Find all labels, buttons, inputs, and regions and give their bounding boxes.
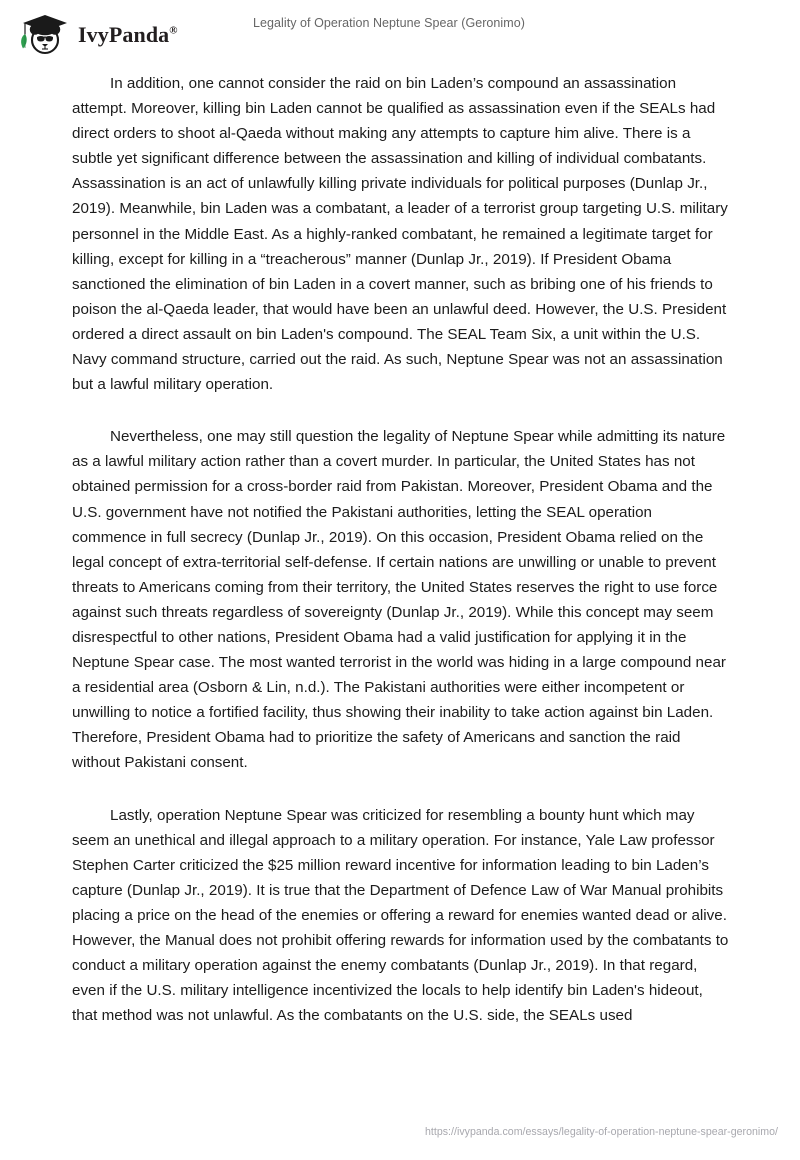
page-header xyxy=(0,0,800,62)
source-url-link[interactable]: https://ivypanda.com/essays/legality-of-operation-neptune-spear-geronimo/ xyxy=(424,1126,778,1138)
body-paragraph: Nevertheless, one may still question the legality of Neptune Spear while admitting its nature as a lawful military action rather than a covert murder. In particular, the United States has not obtained permission for a cross-border raid from Pakistan. Moreover, President Obama and the U.S. government have not notified the Pakistani authorities, letting the SEAL operation commence in full secrecy (Dunlap Jr., 2019). On this occasion, President Obama relied on the legal concept of extra-territorial self-defense. If certain nations are unwilling or unable to prevent threats to Americans coming from their territory, the United States reserves the right to use force against such threats regardless of sovereignty (Dunlap Jr., 2019). While this concept may seem disrespectful to other nations, President Obama had a valid justification for applying it in the Neptune Spear case. The most wanted terrorist in the world was hiding in a large compound near a residential area (Osborn & Lin, n.d.). The Pakistani authorities were either incompetent or unwilling to notice a fortified facility, thus showing their inability to take action against bin Laden. Therefore, President Obama had to prioritize the safety of Americans and sanction the raid without Pakistani consent. xyxy=(72,428,726,772)
document-body xyxy=(72,71,730,1028)
registered-trademark-icon: ® xyxy=(169,24,178,37)
page-title: Legality of Operation Neptune Spear (Geronimo) xyxy=(253,16,525,30)
body-paragraph: Lastly, operation Neptune Spear was criticized for resembling a bounty hunt which may seem an unethical and illegal approach to a military operation. For instance, Yale Law professor Stephen Carter criticized the $25 million reward incentive for information leading to bin Laden’s capture (Dunlap Jr., 2019). It is true that the Department of Defence Law of War Manual prohibits placing a price on the head of the enemies or offering a reward for enemies wanted dead or alive. However, the Manual does not prohibit offering rewards for information used by the combatants to conduct a military operation against the enemy combatants (Dunlap Jr., 2019). In that regard, even if the U.S. military intelligence incentivized the locals to help identify bin Laden's hideout, that method was not unlawful. As the combatants on the U.S. side, the SEALs used xyxy=(72,806,729,1025)
body-paragraph: In addition, one cannot consider the raid on bin Laden’s compound an assassination attempt. Moreover, killing bin Laden cannot be qualified as assassination even if the SEALs had direct orders to shoot al-Qaeda without making any attempts to capture him alive. There is a subtle yet significant difference between the assassination and killing of individual combatants. Assassination is an act of unlawfully killing private individuals for political purposes (Dunlap Jr., 2019). Meanwhile, bin Laden was a combatant, a leader of a terrorist group targeting U.S. military personnel in the Middle East. As a highly-ranked combatant, he remained a legitimate target for killing, except for killing in a “treacherous” manner (Dunlap Jr., 2019). If President Obama sanctioned the elimination of bin Laden in a covert manner, such as bribing one of his friends to poison the al-Qaeda leader, that would have been an unlawful deed. However, the U.S. President ordered a direct assault on bin Laden's compound. The SEAL Team Six, a unit within the U.S. Navy command structure, carried out the raid. As such, Neptune Spear was not an assassination but a lawful military operation. xyxy=(72,75,728,394)
page-footer xyxy=(0,1100,800,1160)
brand-name: IvyPanda® xyxy=(78,22,178,47)
